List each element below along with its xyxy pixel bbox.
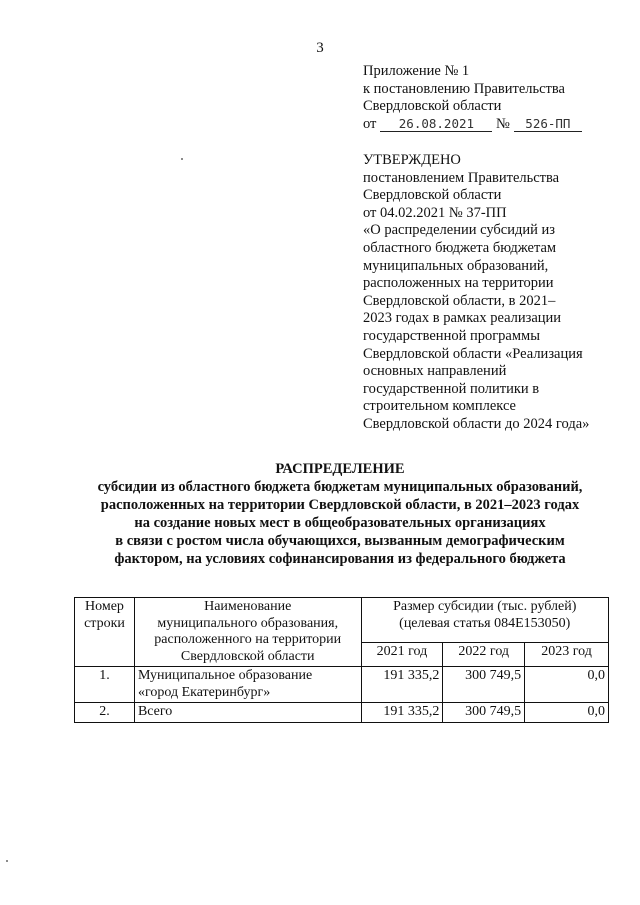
table-row: [75, 667, 609, 703]
document-title: [60, 460, 620, 568]
approved-line: от 04.02.2021 № 37-ПП: [363, 204, 507, 221]
row-number: 2.: [75, 703, 135, 723]
value-2023: 0,0: [525, 703, 609, 723]
title-heading: РАСПРЕДЕЛЕНИЕ: [275, 461, 405, 477]
row-number: 1.: [75, 667, 135, 703]
approved-line: областного бюджета бюджетам: [363, 239, 557, 256]
header-municipality: [134, 598, 361, 667]
approved-line: 2023 годах в рамках реализации: [363, 310, 562, 327]
appendix-block: [363, 63, 633, 133]
header-text: Размер субсидии (тыс. рублей): [393, 599, 577, 614]
header-text: расположенного на территории: [154, 632, 342, 647]
approved-block: [363, 152, 638, 434]
handwritten-number: 526-ПП: [514, 116, 582, 132]
page-number: 3: [316, 40, 324, 56]
title-line: на создание новых мест в общеобразовательных организациях: [134, 515, 546, 531]
approved-line: расположенных на территории: [363, 275, 554, 292]
row-municipality: [134, 667, 361, 703]
municipality-text: Муниципальное образование: [137, 668, 313, 683]
municipality-text: «город Екатеринбург»: [137, 684, 271, 700]
header-year-2023: 2023 год: [525, 642, 609, 666]
title-line: фактором, на условиях софинансирования из федерального бюджета: [114, 551, 566, 567]
value-2021: 191 335,2: [361, 667, 443, 703]
table-row-total: [75, 703, 609, 723]
approved-line: Свердловской области, в 2021–: [363, 292, 556, 309]
header-text: Наименование: [204, 599, 292, 614]
approved-line: постановлением Правительства: [363, 169, 560, 186]
row-municipality: [134, 703, 361, 723]
title-line: расположенных на территории Свердловской области, в 2021–2023 годах: [100, 497, 580, 513]
header-row-number: [75, 598, 135, 667]
approved-line: государственной политики в: [363, 380, 540, 397]
title-line: субсидии из областного бюджета бюджетам муниципальных образований,: [97, 479, 583, 495]
subsidy-table: [74, 597, 609, 723]
value-2022: 300 749,5: [443, 703, 525, 723]
approved-line: Свердловской области «Реализация: [363, 345, 583, 362]
value-2022: 300 749,5: [443, 667, 525, 703]
approved-heading: УТВЕРЖДЕНО: [363, 152, 461, 168]
approved-line: муниципальных образований,: [363, 257, 549, 274]
scan-speck: [6, 860, 8, 862]
approved-line: Свердловской области: [363, 187, 502, 204]
value-2023: 0,0: [525, 667, 609, 703]
approved-line: Свердловской области до 2024 года»: [363, 415, 590, 432]
header-text: Номер: [85, 599, 124, 614]
table-header-row: [75, 598, 609, 643]
date-prefix: от: [363, 115, 377, 132]
appendix-date-line: [363, 116, 633, 134]
header-subsidy-amount: [361, 598, 609, 643]
approved-line: основных направлений: [363, 363, 507, 380]
header-text: строки: [84, 615, 125, 631]
approved-line: государственной программы: [363, 327, 540, 344]
value-2021: 191 335,2: [361, 703, 443, 723]
scan-speck: [181, 158, 183, 160]
header-year-2021: 2021 год: [361, 642, 443, 666]
header-text: Свердловской области: [180, 648, 315, 664]
appendix-line: к постановлению Правительства: [363, 80, 565, 97]
appendix-title: Приложение № 1: [363, 63, 470, 79]
header-text: муниципального образования,: [157, 615, 339, 631]
approved-line: «О распределении субсидий из: [363, 222, 555, 239]
header-text: (целевая статья 084Е153050): [399, 615, 571, 631]
handwritten-date: 26.08.2021: [380, 116, 492, 132]
number-prefix: №: [496, 115, 510, 132]
title-line: в связи с ростом числа обучающихся, вызванным демографическим: [115, 533, 565, 549]
municipality-text: Всего: [137, 704, 173, 719]
header-year-2022: 2022 год: [443, 642, 525, 666]
appendix-line: Свердловской области: [363, 98, 502, 114]
approved-line: строительном комплексе: [363, 398, 516, 415]
